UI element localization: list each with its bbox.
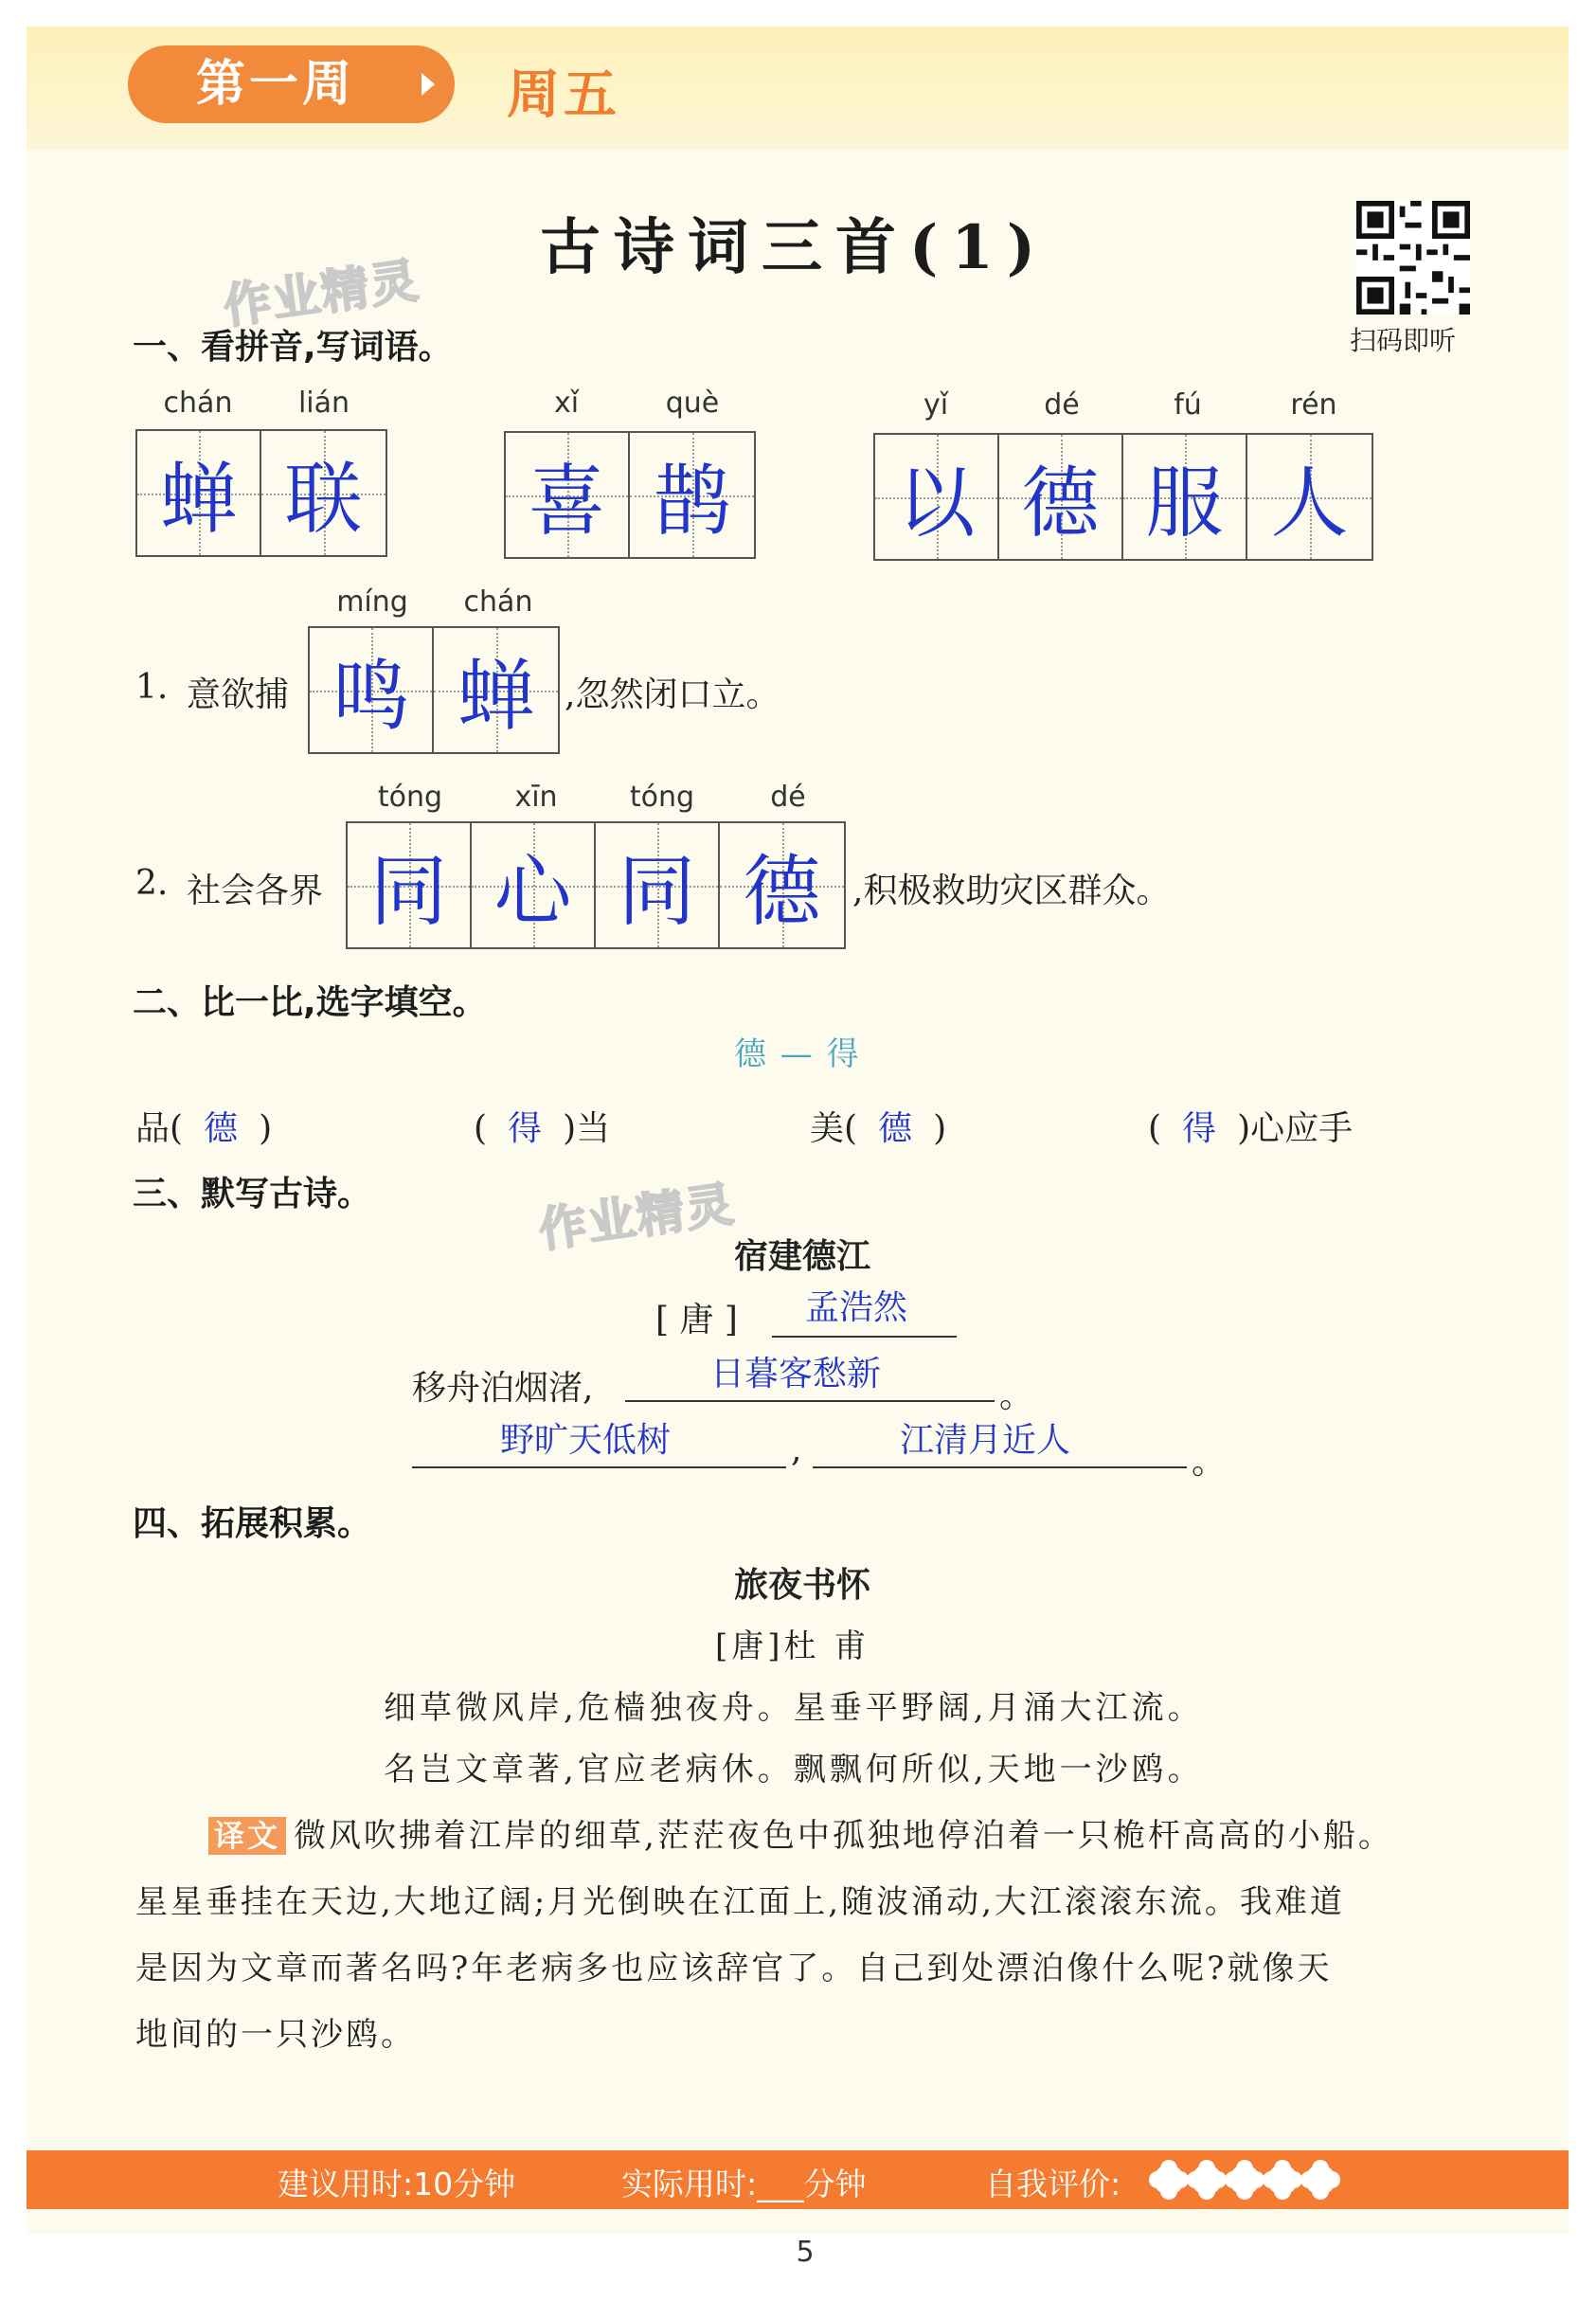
grid-cell: 鸣: [310, 628, 434, 752]
grid-cell: 德: [720, 823, 844, 947]
week-badge: [128, 45, 455, 123]
section-heading: 三、默写古诗。: [133, 1175, 372, 1213]
grid-cell: 蝉: [434, 628, 558, 752]
pinyin: tóng: [377, 781, 443, 814]
pinyin: xīn: [514, 781, 558, 814]
section-heading: 二、比一比,选字填空。: [133, 983, 487, 1022]
grid-cell: 以: [875, 435, 999, 559]
sentence-number: 1.: [135, 668, 169, 707]
poem-line: 名岂文章著,官应老病休。飘飘何所似,天地一沙鸥。: [384, 1751, 1204, 1789]
grid-cell: 同: [596, 823, 720, 947]
watermark: 作业精灵: [220, 252, 423, 335]
translation-line: 是因为文章而著名吗?年老病多也应该辞官了。自己到处漂泊像什么呢?就像天: [135, 1950, 1333, 1987]
week-label: 第一周: [196, 56, 356, 113]
grid-cell: 心: [472, 823, 596, 947]
answer: 得: [1182, 1109, 1217, 1148]
pinyin: dé: [770, 781, 806, 814]
arrow-right-icon: [421, 73, 435, 96]
pinyin: fú: [1174, 388, 1202, 422]
pinyin: tóng: [629, 781, 695, 814]
grid-cell: 德: [999, 435, 1123, 559]
answer: 得: [508, 1109, 543, 1148]
grid-cell: 同: [348, 823, 472, 947]
sentence-text: 意欲捕: [187, 675, 290, 714]
answer-underline: [772, 1336, 957, 1338]
poem-line-answer: 野旷天低树: [500, 1421, 672, 1460]
self-evaluation-label: 自我评价:: [985, 2166, 1121, 2202]
suggested-time: 建议用时:10分钟: [278, 2166, 516, 2202]
pinyin: xǐ: [553, 386, 580, 420]
fill-blank-item: 美( 德 ): [810, 1109, 947, 1148]
pinyin: lián: [297, 386, 350, 420]
sentence-number: 2.: [135, 864, 169, 903]
punctuation: 。: [999, 1376, 1034, 1415]
character-grid: [504, 431, 756, 559]
answer: 德: [878, 1109, 913, 1148]
grid-cell: 鹊: [630, 433, 754, 557]
translation-line: 译文 微风吹拂着江岸的细草,茫茫夜色中孤独地停泊着一只桅杆高高的小船。: [208, 1809, 1393, 1856]
grid-cell: 人: [1247, 435, 1372, 559]
poem-line: 细草微风岸,危樯独夜舟。星垂平野阔,月涌大江流。: [384, 1689, 1204, 1727]
rating-stars[interactable]: [1154, 2165, 1336, 2195]
flower-icon[interactable]: [1229, 2165, 1260, 2195]
fill-blank-item: ( 得 )心应手: [1148, 1109, 1354, 1148]
translation-line: 星星垂挂在天边,大地辽阔;月光倒映在江面上,随波涌动,大江滚滚东流。我难道: [135, 1883, 1345, 1921]
page-title: 古诗词三首(1): [540, 212, 1049, 283]
pinyin: chán: [163, 386, 233, 420]
character-grid: [308, 626, 560, 754]
answer-underline: [412, 1466, 786, 1468]
character-pair: 德 — 得: [734, 1035, 861, 1073]
punctuation: ,: [791, 1430, 802, 1469]
actual-time: 实际用时:___分钟: [621, 2166, 867, 2202]
grid-cell: 联: [261, 431, 386, 555]
answer-underline: [625, 1400, 995, 1402]
sentence-text: ,忽然闭口立。: [565, 675, 780, 714]
flower-icon[interactable]: [1267, 2165, 1298, 2195]
character-grid: [135, 429, 387, 557]
fill-blank-item: 品( 德 ): [135, 1109, 273, 1148]
grid-cell: 服: [1123, 435, 1247, 559]
pinyin: dé: [1044, 388, 1080, 422]
qr-code-icon[interactable]: [1356, 201, 1470, 315]
poem-title: 旅夜书怀: [734, 1566, 871, 1605]
grid-cell: 喜: [506, 433, 630, 557]
answer: 德: [204, 1109, 239, 1148]
sentence-text: 社会各界: [187, 872, 324, 910]
qr-label: 扫码即听: [1350, 325, 1457, 356]
pinyin: què: [665, 386, 720, 420]
sentence-text: ,积极救助灾区群众。: [852, 872, 1171, 910]
translation-tag: 译文: [208, 1817, 286, 1855]
punctuation: 。: [1192, 1443, 1227, 1482]
answer-underline: [813, 1466, 1187, 1468]
poem-line: 移舟泊烟渚,: [412, 1369, 594, 1408]
translation-line: 地间的一只沙鸥。: [135, 2016, 416, 2054]
fill-blank-item: ( 得 )当: [474, 1109, 611, 1148]
watermark: 作业精灵: [535, 1176, 739, 1259]
poem-line-answer: 江清月近人: [900, 1421, 1071, 1460]
character-grid: [346, 821, 846, 949]
pinyin: míng: [336, 585, 408, 619]
section-heading: 一、看拼音,写词语。: [133, 328, 453, 367]
pinyin: yǐ: [923, 388, 949, 422]
poem-author-answer: 孟浩然: [805, 1288, 908, 1327]
grid-cell: 蝉: [137, 431, 261, 555]
page-number: 5: [796, 2236, 815, 2269]
flower-icon[interactable]: [1305, 2165, 1336, 2195]
pinyin: chán: [463, 585, 533, 619]
section-heading: 四、拓展积累。: [133, 1504, 372, 1543]
flower-icon[interactable]: [1154, 2165, 1184, 2195]
pinyin: rén: [1290, 388, 1337, 422]
poem-title: 宿建德江: [734, 1237, 871, 1276]
character-grid: [873, 433, 1373, 561]
poem-byline: [唐]杜 甫: [715, 1627, 870, 1665]
flower-icon[interactable]: [1192, 2165, 1222, 2195]
poem-dynasty: [ 唐 ]: [655, 1301, 738, 1339]
day-label: 周五: [507, 64, 620, 126]
footer-bar: [27, 2150, 1569, 2209]
poem-line-answer: 日暮客愁新: [710, 1355, 882, 1393]
